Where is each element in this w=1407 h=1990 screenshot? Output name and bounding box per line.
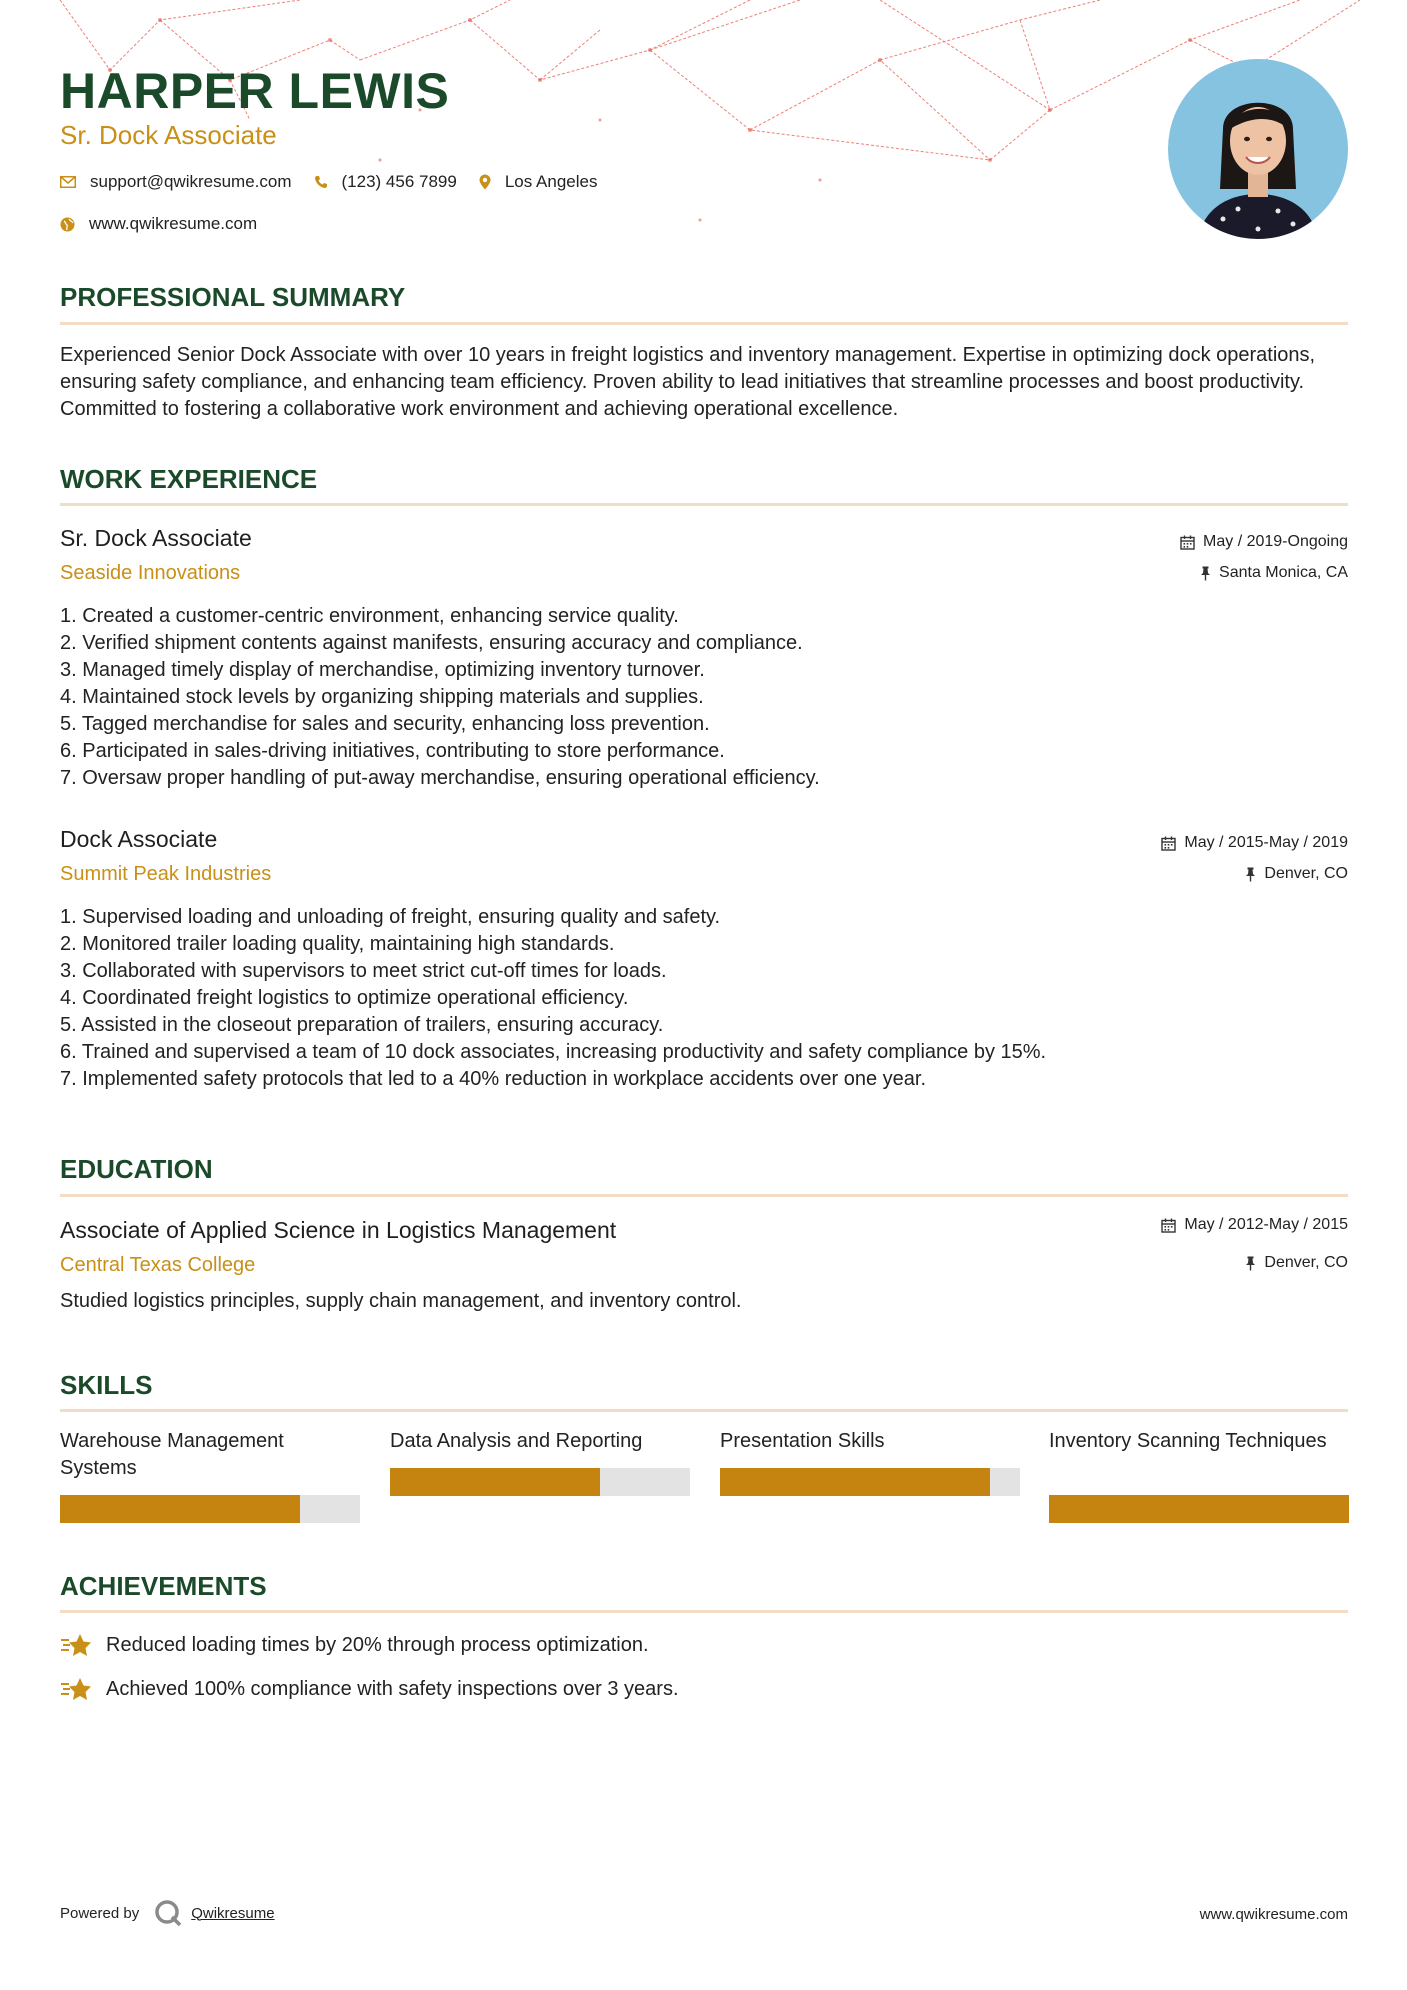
job-title: Dock Associate (60, 826, 218, 852)
skill-bar-fill (720, 1468, 990, 1496)
summary-divider (60, 322, 1348, 325)
contact-website[interactable] (60, 214, 257, 234)
calendar-icon (1161, 836, 1176, 851)
list-item: 2. Verified shipment contents against manifests, ensuring accuracy and compliance. (60, 632, 803, 654)
job-dates-text: May / 2019-Ongoing (1203, 533, 1348, 550)
skill-item (60, 1428, 360, 1482)
job-location-text: Denver, CO (1264, 865, 1348, 882)
skill-name: Data Analysis and Reporting (390, 1430, 643, 1452)
list-item: 4. Coordinated freight logistics to optimize operational efficiency. (60, 987, 629, 1009)
contact-row-secondary (60, 214, 279, 234)
list-item: 1. Supervised loading and unloading of freight, ensuring quality and safety. (60, 906, 721, 928)
job-title: Sr. Dock Associate (60, 525, 252, 551)
summary-text: Experienced Senior Dock Associate with over 10 years in freight logistics and inventory management. Expertise in optimizing dock operations, ensuring safety compliance, and enhancing team efficiency. Proven ability to lead initiatives that streamline processes and boost productivity. Committed to fostering a collaborative work environment and achieving operational excellence. (60, 344, 1316, 420)
powered-by-label: Powered by (60, 1904, 140, 1922)
pushpin-icon (1200, 566, 1211, 581)
footer-url[interactable]: www.qwikresume.com (1199, 1906, 1348, 1923)
contact-row-primary (60, 172, 619, 192)
education-location (1245, 1254, 1348, 1272)
job-location (1245, 865, 1348, 883)
list-item: 5. Tagged merchandise for sales and security, enhancing loss prevention. (60, 713, 710, 735)
profile-photo (1168, 59, 1348, 239)
website-text: www.qwikresume.com (89, 214, 258, 233)
pushpin-icon (1245, 867, 1256, 882)
skill-bar-fill (390, 1468, 600, 1496)
skill-bar-fill (60, 1495, 300, 1523)
school-name: Central Texas College (60, 1254, 256, 1276)
contact-email[interactable] (60, 172, 292, 192)
list-item: 7. Oversaw proper handling of put-away merchandise, ensuring operational efficiency. (60, 767, 820, 789)
achievement-text: Achieved 100% compliance with safety inspections over 3 years. (106, 1677, 679, 1700)
degree-title: Associate of Applied Science in Logistics Management (60, 1217, 617, 1243)
skill-item (720, 1428, 1020, 1455)
qwikresume-link[interactable]: Qwikresume (191, 1904, 275, 1922)
list-item: 1. Created a customer-centric environment, enhancing service quality. (60, 605, 679, 627)
list-item: 3. Collaborated with supervisors to meet strict cut-off times for loads. (60, 960, 667, 982)
list-item: 5. Assisted in the closeout preparation of trailers, ensuring accuracy. (60, 1014, 664, 1036)
location-text: Los Angeles (504, 172, 598, 191)
contact-location (479, 172, 598, 192)
job-bullets (60, 603, 820, 792)
list-item: 7. Implemented safety protocols that led to a 40% reduction in workplace accidents over one year. (60, 1068, 927, 1090)
email-text: support@qwikresume.com (90, 172, 292, 191)
list-item: 4. Maintained stock levels by organizing shipping materials and supplies. (60, 686, 704, 708)
pushpin-icon (1245, 1256, 1256, 1271)
envelope-icon (60, 176, 76, 188)
job-location-text: Santa Monica, CA (1219, 564, 1348, 581)
phone-icon (314, 175, 328, 189)
achievement-item (60, 1676, 679, 1702)
experience-heading: WORK EXPERIENCE (60, 464, 318, 494)
phone-text: (123) 456 7899 (341, 172, 457, 191)
list-item: 3. Managed timely display of merchandise, optimizing inventory turnover. (60, 659, 705, 681)
skill-bar-track (1049, 1495, 1349, 1523)
skill-bar-track (720, 1468, 1020, 1496)
list-item: 2. Monitored trailer loading quality, maintaining high standards. (60, 933, 615, 955)
candidate-role: Sr. Dock Associate (60, 120, 277, 150)
skill-bar-track (60, 1495, 360, 1523)
list-item: 6. Trained and supervised a team of 10 dock associates, increasing productivity and safety compliance by 15%. (60, 1041, 1047, 1063)
footer-powered-by (60, 1898, 275, 1928)
education-dates (1161, 1216, 1348, 1234)
education-description: Studied logistics principles, supply chain management, and inventory control. (60, 1290, 742, 1312)
job-bullets (60, 904, 1046, 1093)
skill-name: Warehouse Management Systems (60, 1430, 284, 1479)
shooting-star-icon (60, 1632, 92, 1658)
summary-heading: PROFESSIONAL SUMMARY (60, 282, 406, 312)
calendar-icon (1161, 1218, 1176, 1233)
achievements-heading: ACHIEVEMENTS (60, 1571, 267, 1601)
job-location (1200, 564, 1348, 582)
education-divider (60, 1194, 1348, 1197)
experience-divider (60, 503, 1348, 506)
globe-icon (60, 217, 75, 232)
job-company: Summit Peak Industries (60, 863, 272, 885)
skill-name: Presentation Skills (720, 1430, 885, 1452)
achievements-divider (60, 1610, 1348, 1613)
skill-item (1049, 1428, 1349, 1455)
skills-heading: SKILLS (60, 1370, 153, 1400)
contact-phone[interactable] (314, 172, 457, 192)
job-dates (1180, 533, 1348, 551)
skill-item (390, 1428, 690, 1455)
shooting-star-icon (60, 1676, 92, 1702)
education-heading: EDUCATION (60, 1154, 213, 1184)
candidate-name: HARPER LEWIS (60, 63, 450, 119)
achievement-text: Reduced loading times by 20% through process optimization. (106, 1633, 649, 1656)
skills-divider (60, 1409, 1348, 1412)
list-item: 6. Participated in sales-driving initiatives, contributing to store performance. (60, 740, 725, 762)
skill-bar-fill (1049, 1495, 1349, 1523)
achievement-item (60, 1632, 649, 1658)
job-dates (1161, 834, 1348, 852)
calendar-icon (1180, 535, 1195, 550)
map-pin-icon (479, 174, 491, 190)
qwikresume-logo-icon (153, 1898, 183, 1928)
education-location-text: Denver, CO (1264, 1254, 1348, 1271)
skill-name: Inventory Scanning Techniques (1049, 1430, 1327, 1452)
education-dates-text: May / 2012-May / 2015 (1184, 1216, 1348, 1233)
job-dates-text: May / 2015-May / 2019 (1184, 834, 1348, 851)
job-company: Seaside Innovations (60, 562, 241, 584)
skill-bar-track (390, 1468, 690, 1496)
